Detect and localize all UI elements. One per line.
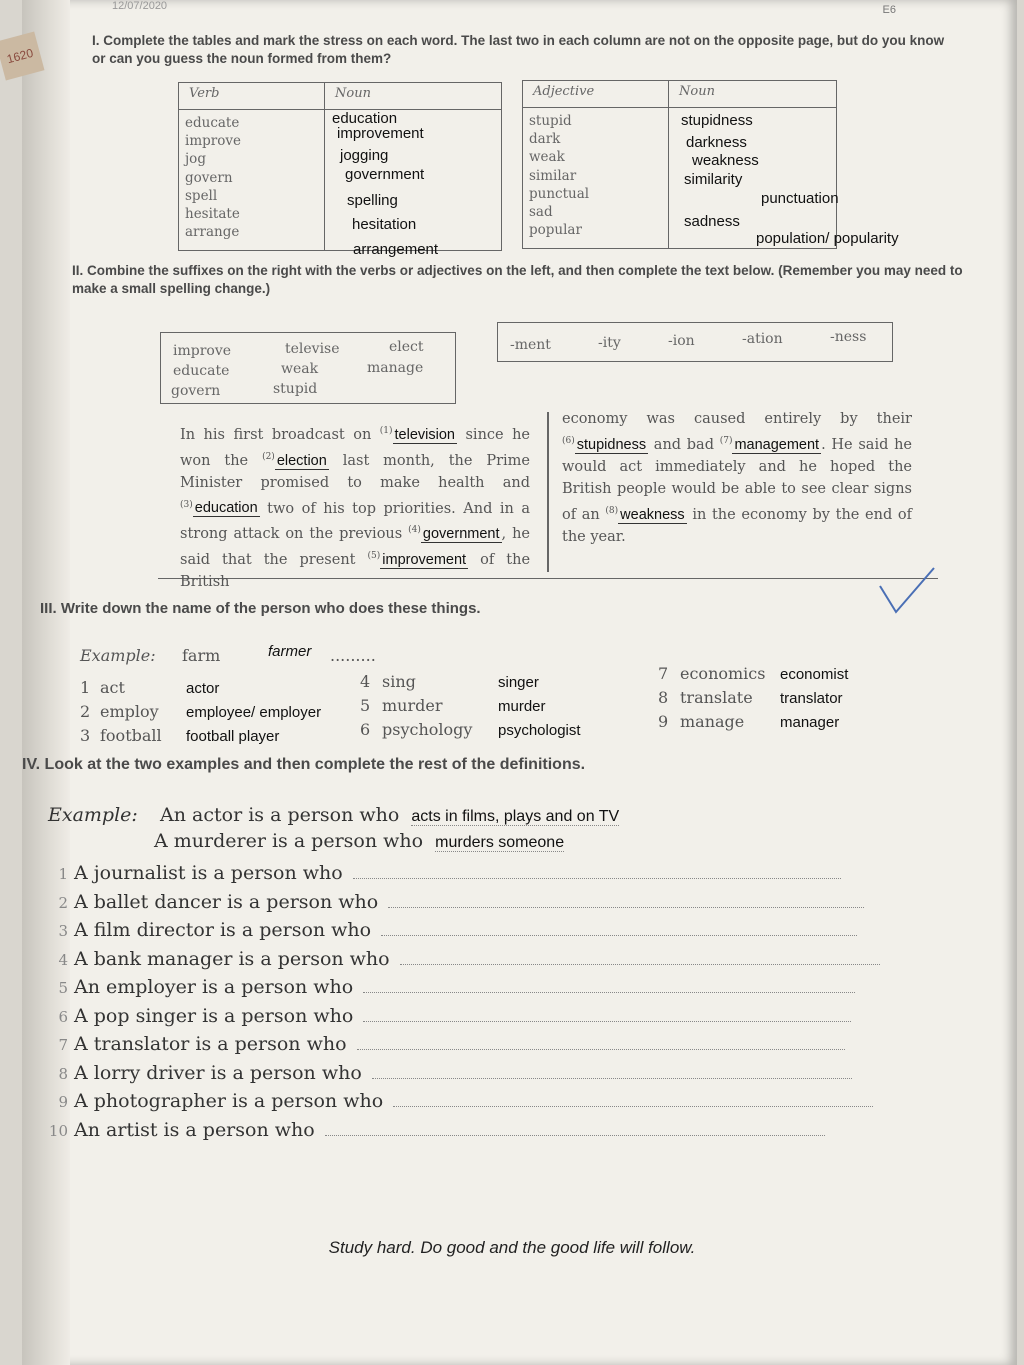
noun-answer-1[interactable]: education [332,110,398,127]
corner-tag: 1620 [0,32,44,81]
section1-instruction: I. Complete the tables and mark the stress on each word. The last two in each column are not on the opposite page, but do you know or can you guess the noun formed from them? [92,33,945,66]
definition-answer-line[interactable] [325,1121,825,1136]
person-item-number: 8 [658,688,669,707]
definition-answer-line[interactable] [353,864,841,879]
person-item-answer[interactable]: murder [498,698,546,715]
header-noun-2: Noun [669,81,837,108]
definition-text: A lorry driver is a person who [74,1061,362,1084]
word-box [160,332,456,404]
person-item-word: football [100,726,162,745]
noun-answer-1[interactable]: jogging [340,147,389,164]
definition-text: An artist is a person who [74,1118,315,1141]
noun-answer-2[interactable]: similarity [684,171,743,188]
example-answer-3: farmer [268,643,312,660]
definition-number: 3 [58,922,68,940]
person-item-answer[interactable]: employee/ employer [186,704,322,721]
adjective-item: weak [529,149,565,166]
adjective-list [523,108,669,249]
person-item-number: 4 [360,672,371,691]
person-item-number: 7 [658,664,669,683]
header-adjective: Adjective [523,81,669,108]
blank-6[interactable]: stupidness [576,436,647,453]
definition-text: A film director is a person who [74,919,372,941]
verb-item: hesitate [185,206,240,223]
verb-list [179,110,325,251]
blank-7[interactable]: management [734,436,820,453]
verb-item: educate [185,115,240,131]
verb-item: govern [185,169,233,186]
top-date: 12/07/2020 [112,0,168,12]
word-elect: elect [389,339,424,355]
blank-4[interactable]: government [422,526,500,543]
section3-instruction: III. Write down the name of the person who does these things. [40,600,481,617]
definition-row [36,1119,956,1147]
footer-motto: Study hard. Do good and the good life will follow. [328,1238,696,1257]
definition-text: A journalist is a person who [74,862,343,884]
person-item-word: manage [680,712,745,731]
person-item-number: 1 [80,678,91,697]
person-item-answer[interactable]: actor [186,680,220,697]
person-item-word: sing [382,672,416,691]
definition-answer-line[interactable] [363,1007,851,1022]
definition-answer-line[interactable] [357,1035,845,1050]
example-def-2: A murderer is a person who murders someone [154,830,565,852]
example-def-1: Example: An actor is a person who acts in films, plays and on TV [48,804,620,826]
person-item-answer[interactable]: singer [498,674,539,691]
noun-answer-2[interactable]: punctuation [761,190,839,207]
definition-text: An employer is a person who [74,976,354,998]
definition-text: A ballet dancer is a person who [74,890,379,913]
noun-answer-2[interactable]: darkness [686,134,747,151]
section2-instruction: II. Combine the suffixes on the right with the verbs or adjectives on the left, and then complete the text below. (Remember you may need to make a small spelling change.) [72,263,963,296]
suffix-ion: -ion [668,333,695,349]
adjective-item: similar [529,167,577,184]
definition-number: 1 [58,865,68,883]
adjective-item: sad [529,204,553,221]
noun-answer-2[interactable]: stupidness [681,112,753,129]
adjective-item: stupid [529,113,572,129]
definition-row [36,976,956,1004]
passage-right: economy was caused entirely by their $^{(6)}$ stupidness and bad $^{(7)}$ management . He said he would act immediately and he hoped the British people would be able to see clear signs of an $^{(8)}$ weakness in the economy by the end of the year. [562,411,912,545]
header-noun-1: Noun [325,83,502,110]
suffix-box [497,322,893,362]
definition-answer-line[interactable] [388,893,864,908]
noun-answer-2[interactable]: weakness [692,152,759,169]
word-manage: manage [367,360,424,376]
definition-answer-line[interactable] [381,921,857,936]
definition-row [36,1005,956,1033]
definition-row [36,891,956,919]
person-item-word: economics [680,664,766,683]
definition-number: 2 [58,893,68,912]
definition-answer-line[interactable] [363,978,855,993]
definition-text: A bank manager is a person who [74,947,390,970]
blank-8[interactable]: weakness [620,506,685,523]
adjective-item: punctual [529,185,590,202]
verb-item: spell [185,187,218,204]
person-item-number: 2 [80,702,91,721]
definition-row [36,1090,956,1118]
word-govern: govern [171,383,221,399]
person-item-answer[interactable]: economist [780,666,849,683]
definition-number: 4 [58,950,68,969]
suffix-ation: -ation [742,331,783,347]
definition-row [36,919,956,947]
example-word-3: farm [182,646,221,665]
noun-answer-2[interactable]: sadness [684,213,740,230]
person-item-answer[interactable]: football player [186,728,280,745]
adjective-item: dark [529,131,561,148]
person-item-word: murder [382,696,443,715]
word-educate: educate [173,363,230,379]
word-weak: weak [281,361,319,377]
example-label-3: Example: [80,646,156,665]
blank-1[interactable]: television [394,426,455,443]
word-televise: televise [285,341,340,357]
definition-answer-line[interactable] [372,1064,852,1079]
person-item-answer[interactable]: manager [780,714,840,731]
definition-answer-line[interactable] [400,950,880,965]
person-item-answer[interactable]: psychologist [498,722,581,739]
definition-number: 10 [48,1121,68,1140]
check-mark-icon [878,566,936,618]
person-item-number: 5 [360,696,371,715]
definition-number: 8 [58,1064,68,1083]
page-binding [22,0,70,1365]
passage-left: In his first broadcast on $^{(1)}$ television since he won the $^{(2)}$ election last month, the Prime Minister promised to make health and $^{(3)}$ education two of his top priorities. And in a strong attack on the previous $^{(4)}$ government , he said that the present $^{(5)}$ improvement of the British [180,426,531,591]
adjective-noun-table [522,80,837,249]
definition-answer-line[interactable] [393,1092,873,1107]
definition-row [36,1033,956,1061]
definition-number: 9 [58,1093,68,1111]
person-item-answer[interactable]: translator [780,690,843,707]
definition-text: A pop singer is a person who [74,1004,354,1027]
definition-row [36,1062,956,1090]
noun-answer-2[interactable]: population/ popularity [756,230,899,247]
noun-answer-1[interactable]: improvement [337,125,424,142]
definition-number: 7 [58,1036,68,1054]
suffix-ness: -ness [830,329,867,345]
person-item-number: 3 [80,726,91,745]
definition-number: 5 [58,979,68,997]
definition-text: A translator is a person who [74,1033,347,1055]
passage-divider [547,412,549,572]
person-item-number: 6 [360,720,371,739]
adjective-item: popular [529,222,582,239]
suffix-ity: -ity [598,335,621,351]
definition-text: A photographer is a person who [74,1090,384,1112]
blank-3[interactable]: education [194,500,258,517]
blank-5[interactable]: improvement [382,552,467,569]
definition-row [36,948,956,976]
word-stupid: stupid [273,381,318,397]
person-item-word: translate [680,688,753,707]
suffix-ment: -ment [510,337,551,353]
page-code: E6 [882,4,896,16]
person-item-word: employ [100,702,159,721]
header-verb: Verb [179,83,325,110]
verb-noun-table [178,82,502,251]
definition-number: 6 [58,1007,68,1026]
person-item-word: act [100,678,125,697]
noun-answer-1[interactable]: spelling [347,192,398,209]
blank-2[interactable]: election [276,452,327,469]
section4-instruction: IV. Look at the two examples and then complete the rest of the definitions. [22,756,586,773]
verb-item: arrange [185,224,240,241]
verb-item: improve [185,133,241,150]
person-item-number: 9 [658,712,669,731]
definition-row [36,862,956,890]
noun-answer-1[interactable]: government [345,166,425,183]
person-item-word: psychology [382,720,473,739]
verb-item: jog [185,151,206,168]
noun-answer-1[interactable]: arrangement [353,241,439,258]
noun-answer-1[interactable]: hesitation [352,216,417,233]
word-improve: improve [173,343,232,359]
